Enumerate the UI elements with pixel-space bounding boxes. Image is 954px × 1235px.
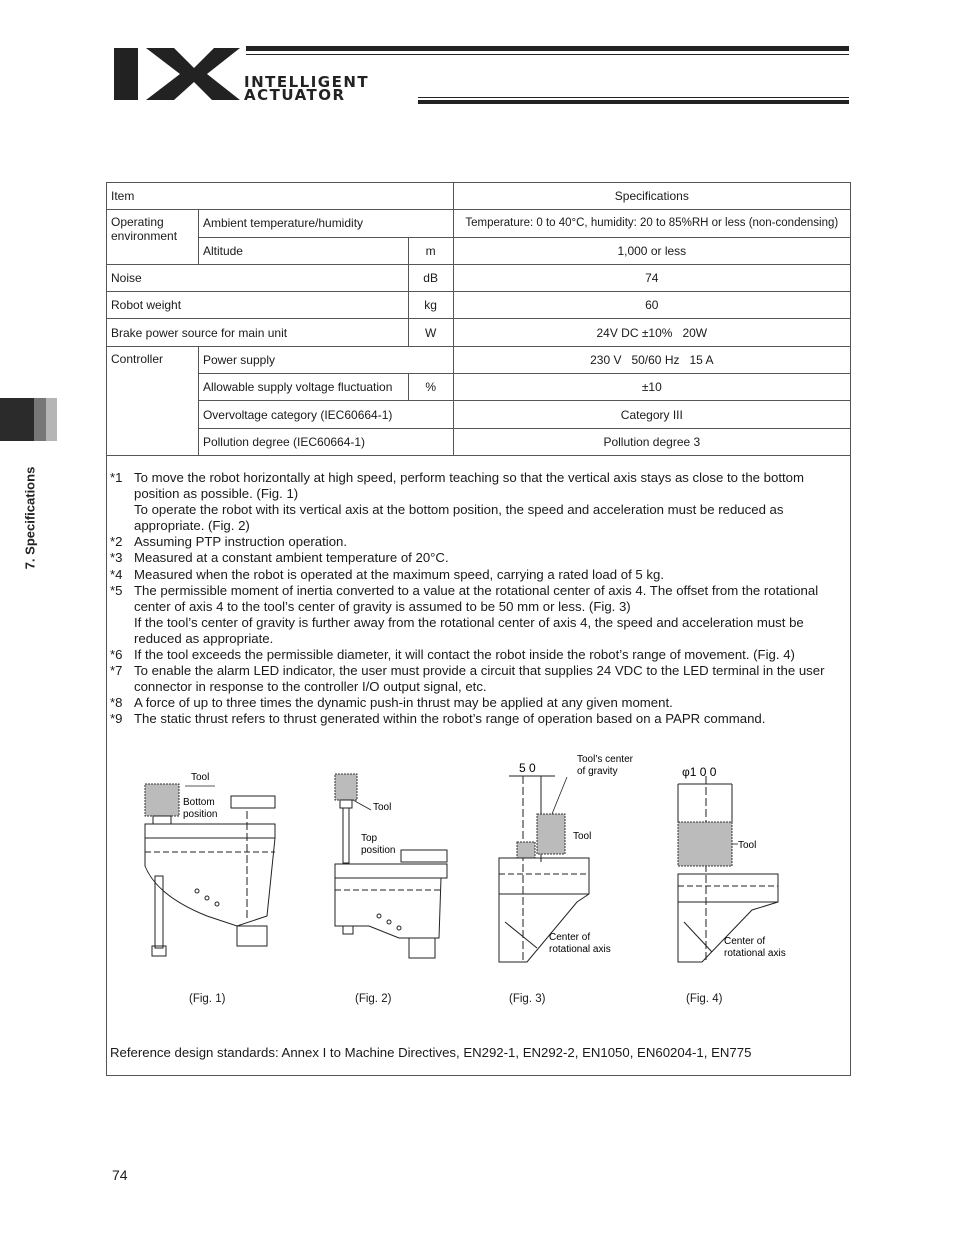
ix-logo-icon <box>112 46 242 102</box>
fig2-caption: (Fig. 2) <box>355 993 392 1005</box>
notes-box <box>106 455 851 1076</box>
weight-unit: kg <box>408 292 453 319</box>
fig3-center2: rotational axis <box>549 944 611 955</box>
noise-unit: dB <box>408 264 453 291</box>
fig3-caption: (Fig. 3) <box>509 993 546 1005</box>
brake-unit: W <box>408 319 453 346</box>
note-item: *8 A force of up to three times the dynamic push-in thrust may be applied at any given moment. <box>110 695 673 711</box>
weight-value: 60 <box>453 292 850 319</box>
fluct-value: ±10 <box>453 374 850 401</box>
table-row <box>107 374 851 401</box>
power-label: Power supply <box>198 346 453 373</box>
fig3-cg1: Tool’s center <box>577 754 633 765</box>
fig2-robot-drawing <box>329 766 451 971</box>
header-rule <box>418 97 849 98</box>
page-number: 74 <box>112 1167 128 1183</box>
table-row <box>107 183 851 210</box>
noise-value: 74 <box>453 264 850 291</box>
note-item: *2 Assuming PTP instruction operation. <box>110 534 348 550</box>
fig4-center1: Center of <box>724 936 766 947</box>
table-row <box>107 401 851 428</box>
altitude-unit: m <box>408 237 453 264</box>
pollution-label: Pollution degree (IEC60664-1) <box>198 428 453 455</box>
fig4-center2: rotational axis <box>724 948 786 959</box>
logo-line-2: ACTUATOR <box>244 86 346 104</box>
op-env-label: Operating environment <box>107 210 199 265</box>
fig4-dim: φ1 0 0 <box>682 765 717 779</box>
table-row <box>107 210 851 237</box>
brake-value: 24V DC ±10% 20W <box>453 319 850 346</box>
fig1-tool-label: Tool <box>191 772 210 783</box>
note-item: To operate the robot with its vertical axis at the bottom position, the speed and acceleration must be reduced as appropriate. (Fig. 2) <box>134 502 784 534</box>
brake-label: Brake power source for main unit <box>107 319 409 346</box>
altitude-label: Altitude <box>198 237 408 264</box>
fig1-robot-drawing <box>137 756 282 966</box>
header-rule <box>246 54 849 55</box>
head-item: Item <box>107 183 454 210</box>
weight-label: Robot weight <box>107 292 409 319</box>
head-spec: Specifications <box>453 183 850 210</box>
fig3-robot-drawing <box>497 752 657 966</box>
ambient-label: Ambient temperature/humidity <box>198 210 453 237</box>
fig3-center1: Center of <box>549 932 591 943</box>
logo-line-1: INTELLIGENT <box>244 73 370 91</box>
fig1-caption: (Fig. 1) <box>189 993 226 1005</box>
fig1-pos2: position <box>183 809 218 820</box>
notes-list <box>110 470 850 728</box>
chapter-tab <box>0 398 58 441</box>
table-row <box>107 319 851 346</box>
overvolt-label: Overvoltage category (IEC60664-1) <box>198 401 453 428</box>
power-value: 230 V 50/60 Hz 15 A <box>453 346 850 373</box>
note-item: If the tool’s center of gravity is further away from the rotational center of axis 4, the speed and acceleration must be reduced as appropriate. <box>134 614 804 646</box>
note-item: *6 If the tool exceeds the permissible diameter, it will contact the robot inside the robot’s range of movement. (Fig. 4) <box>110 647 795 663</box>
fluct-label: Allowable supply voltage fluctuation <box>198 374 408 401</box>
reference-standards: Reference design standards: Annex I to Machine Directives, EN292-1, EN292-2, EN1050, EN60204-1, EN775 <box>110 1045 752 1060</box>
table-row <box>107 292 851 319</box>
pollution-value: Pollution degree 3 <box>453 428 850 455</box>
table-row <box>107 346 851 373</box>
fluct-unit: % <box>408 374 453 401</box>
fig3-cg2: of gravity <box>577 766 618 777</box>
header-rule <box>418 100 849 104</box>
table-row <box>107 428 851 455</box>
fig4-robot-drawing <box>672 762 832 966</box>
ambient-value: Temperature: 0 to 40°C, humidity: 20 to 85%RH or less (non-condensing) <box>453 210 850 237</box>
fig4-tool-label: Tool <box>738 840 757 851</box>
fig4-caption: (Fig. 4) <box>686 993 723 1005</box>
header-rule <box>246 46 849 51</box>
table-row <box>107 264 851 291</box>
fig2-tool-label: Tool <box>373 802 392 813</box>
fig1-pos1: Bottom <box>183 797 215 808</box>
fig3-tool-label: Tool <box>573 831 592 842</box>
note-item: *3 Measured at a constant ambient temperature of 20°C. <box>110 550 449 566</box>
chapter-label: 7. Specifications <box>22 466 38 570</box>
note-item: *5 The permissible moment of inertia converted to a value at the rotational center of axis 4. The offset from the rotational center of axis 4 to the tool’s center of gravity is assumed to be 50 mm or less. (Fig. 3) <box>110 582 819 614</box>
logo-text <box>244 73 370 104</box>
controller-label: Controller <box>107 346 199 455</box>
spec-table <box>106 182 851 456</box>
fig3-dim: 5 0 <box>519 761 536 775</box>
note-item: *4 Measured when the robot is operated at the maximum speed, carrying a rated load of 5 kg. <box>110 566 664 582</box>
table-row <box>107 237 851 264</box>
overvolt-value: Category III <box>453 401 850 428</box>
note-item: *9 The static thrust refers to thrust generated within the robot’s range of operation based on a PAPR command. <box>110 711 766 727</box>
note-item: *7 To enable the alarm LED indicator, the user must provide a circuit that supplies 24 VDC to the LED terminal in the user connector in response to the controller I/O output signal, etc. <box>110 663 825 695</box>
altitude-value: 1,000 or less <box>453 237 850 264</box>
fig2-pos1: Top <box>361 833 378 844</box>
fig2-pos2: position <box>361 845 396 856</box>
noise-label: Noise <box>107 264 409 291</box>
note-item: *1 To move the robot horizontally at high speed, perform teaching so that the vertical axis stays as close to the bottom position as possible. (Fig. 1) <box>110 470 804 502</box>
